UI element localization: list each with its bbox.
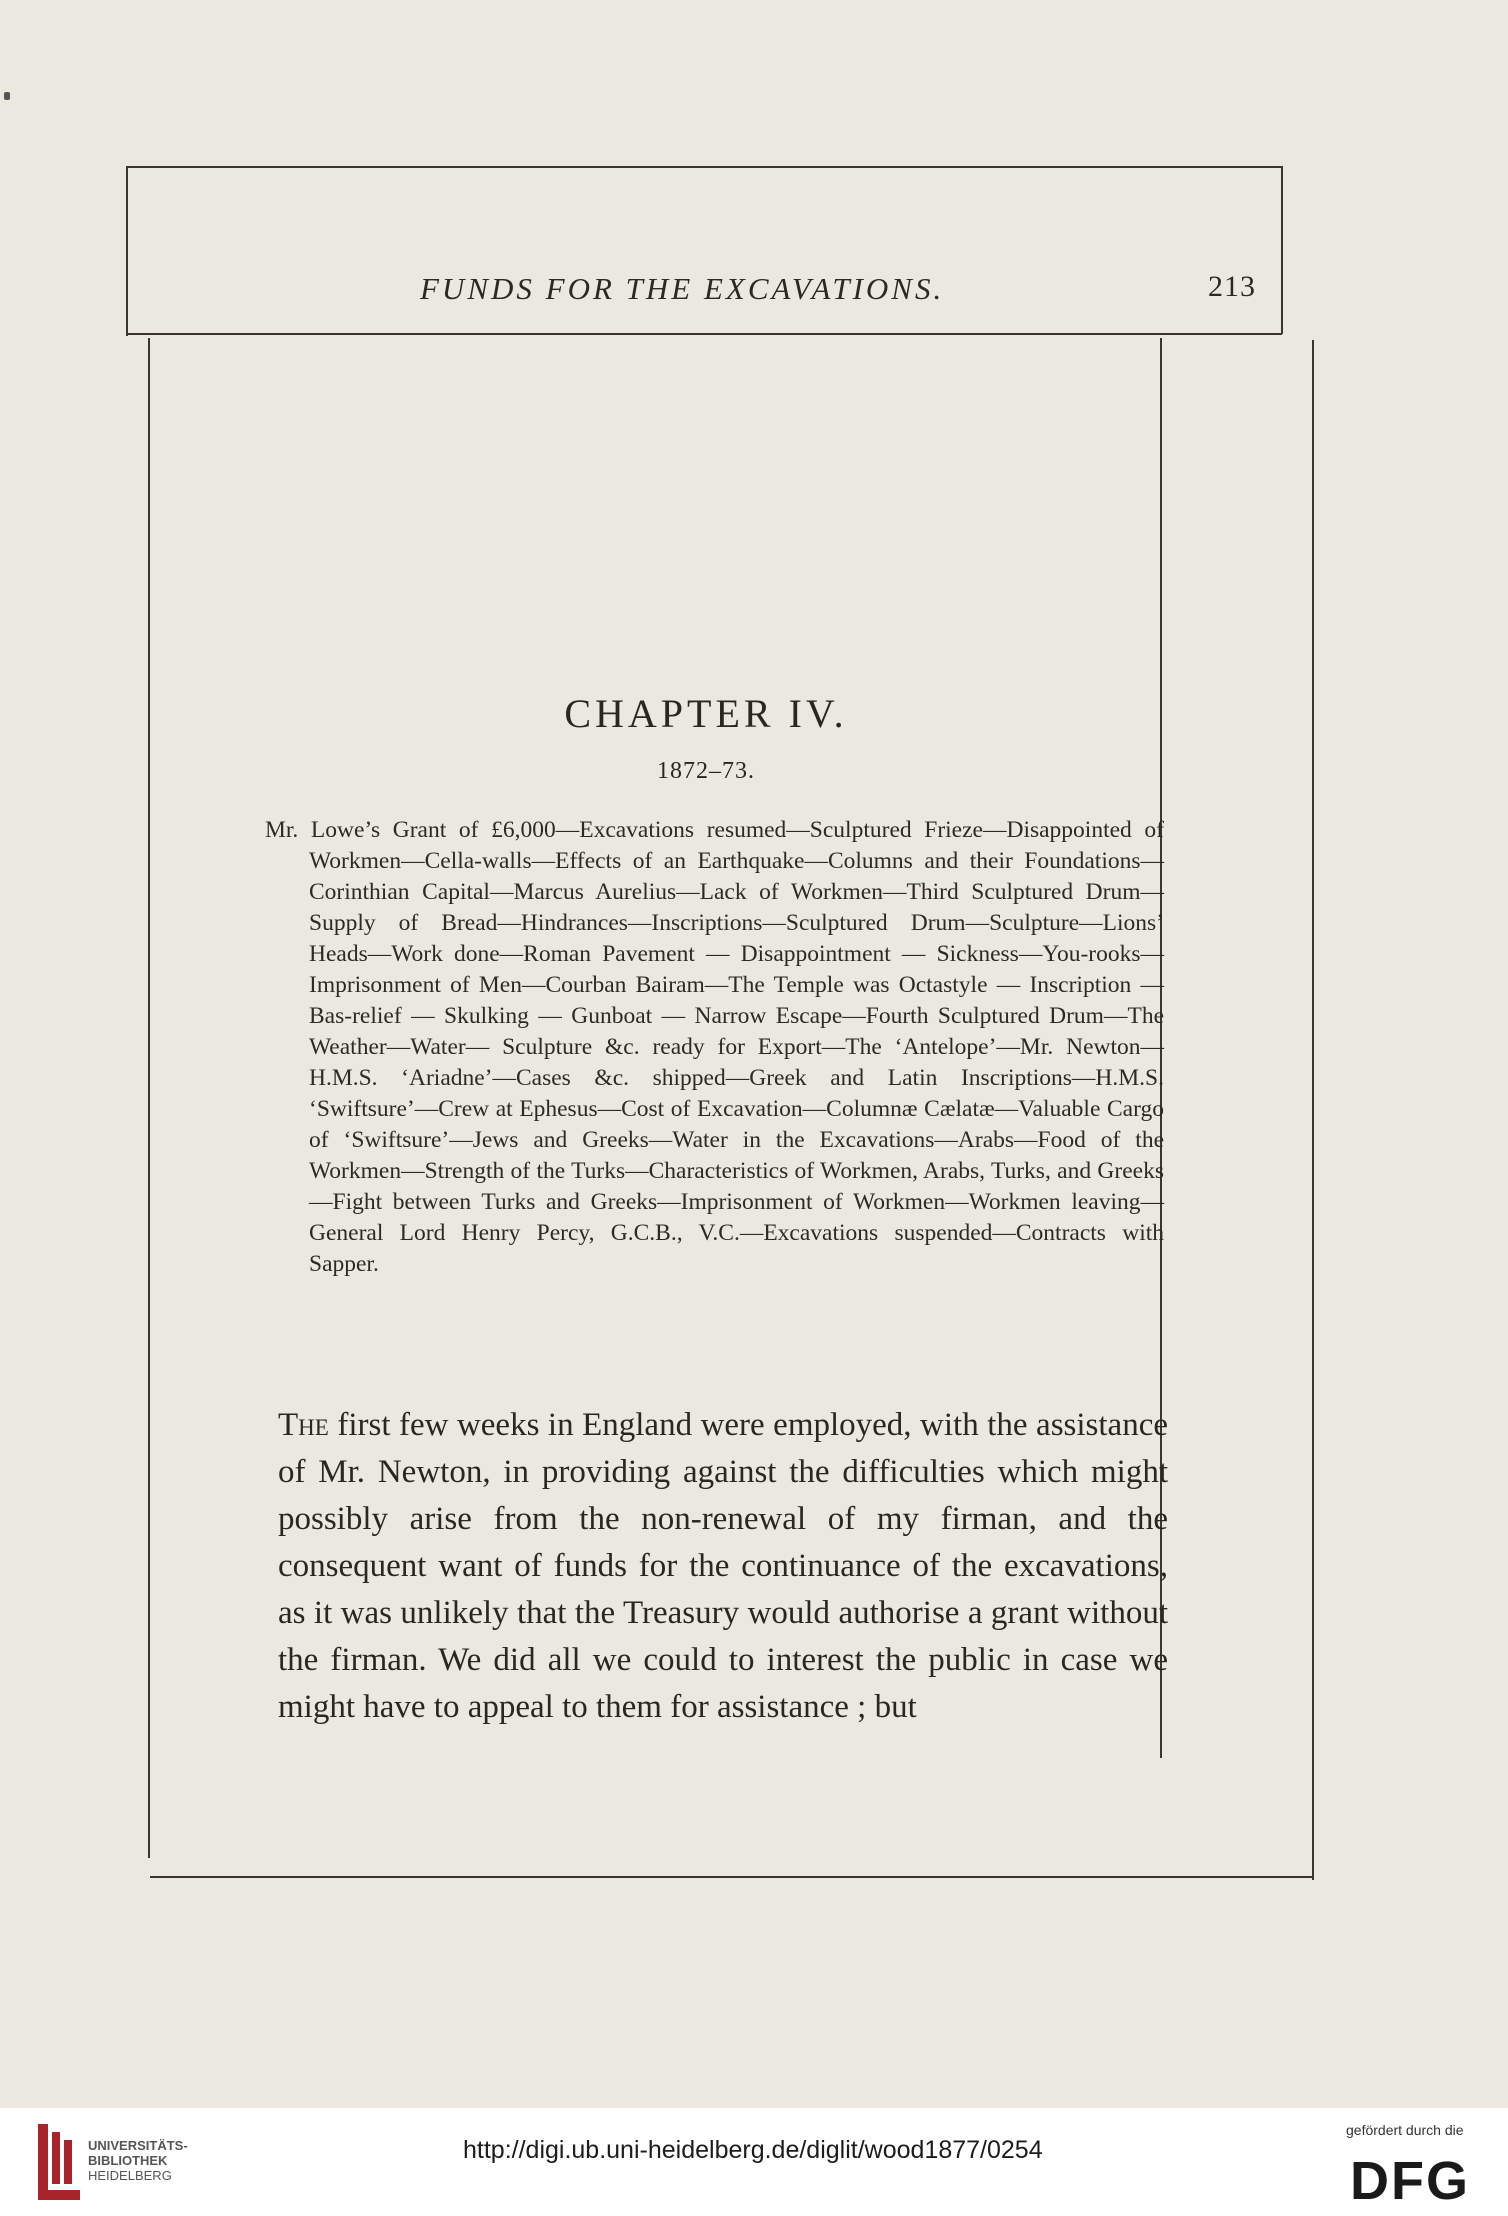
chapter-years: 1872–73. xyxy=(657,758,755,784)
digitization-footer xyxy=(0,2108,1508,2216)
permalink-url[interactable]: http://digi.ub.uni-heidelberg.de/diglit/wood1877/0254 xyxy=(463,2136,1043,2164)
page-number: 213 xyxy=(1208,270,1256,303)
dfg-logo-icon: DFG xyxy=(1350,2151,1470,2211)
frame-top-rule xyxy=(126,166,1282,168)
paragraph-lead-word: The xyxy=(278,1407,329,1443)
bottom-rule xyxy=(150,1876,1314,1878)
university-library-name xyxy=(88,2138,188,2183)
running-head-title: FUNDS FOR THE EXCAVATIONS. xyxy=(420,271,945,306)
chapter-synopsis: Mr. Lowe’s Grant of £6,000—Excavations resumed—Sculptured Frieze—Disappointed of Workmen—Cella-walls—Effects of an Earthquake—Columns and their Foundations—Corinthian Capital—Marcus Aurelius—Lack of Workmen—Third Sculptured Drum—Supply of Bread—Hindrances—Inscriptions—Sculptured Drum—Sculpture—Lions’ Heads—Work done—Roman Pavement — Disappointment — Sickness—You-rooks—Imprisonment of Men—Courban Bairam—The Temple was Octastyle — Inscription — Bas-relief — Skulking — Gunboat — Narrow Escape—Fourth Sculptured Drum—The Weather—Water— Sculpture &c. ready for Export—The ‘Antelope’—Mr. Newton—H.M.S. ‘Ariadne’—Cases &c. shipped—Greek and Latin Inscriptions—H.M.S. ‘Swiftsure’—Crew at Ephesus—Cost of Excavation—Columnæ Cælatæ—Valuable Cargo of ‘Swiftsure’—Jews and Greeks—Water in the Excavations—Arabs—Food of the Workmen—Strength of the Turks—Characteristics of Workmen, Arabs, Turks, and Greeks—Fight between Turks and Greeks—Imprisonment of Workmen—Workmen leaving—General Lord Henry Percy, G.C.B., V.C.—Excavations suspended—Contracts with Sapper. xyxy=(265,817,1164,1277)
library-name-line-1: UNIVERSITÄTS- xyxy=(88,2138,188,2153)
outer-right-rule xyxy=(1312,340,1314,1880)
chapter-title: CHAPTER IV. xyxy=(564,691,848,736)
frame-left-rule xyxy=(126,166,128,336)
university-library-logo-icon xyxy=(38,2124,80,2200)
library-name-line-2: BIBLIOTHEK xyxy=(88,2153,168,2168)
library-name-line-3: HEIDELBERG xyxy=(88,2168,172,2183)
frame-right-rule xyxy=(1281,166,1283,334)
header-underline-rule xyxy=(126,333,1282,335)
body-paragraph xyxy=(278,1402,1168,1731)
inner-left-rule xyxy=(148,338,150,1858)
scan-speck xyxy=(4,92,10,100)
funded-by-label: gefördert durch die xyxy=(1346,2122,1464,2138)
paragraph-text: first few weeks in England were employed, with the assistance of Mr. Newton, in providing against the difficulties which might possibly arise from the non-renewal of my firman, and the consequent want of funds for the continuance of the excavations, as it was unlikely that the Treasury would authorise a grant without the firman. We did all we could to interest the public in case we might have to appeal to them for assistance ; but xyxy=(278,1407,1168,1725)
